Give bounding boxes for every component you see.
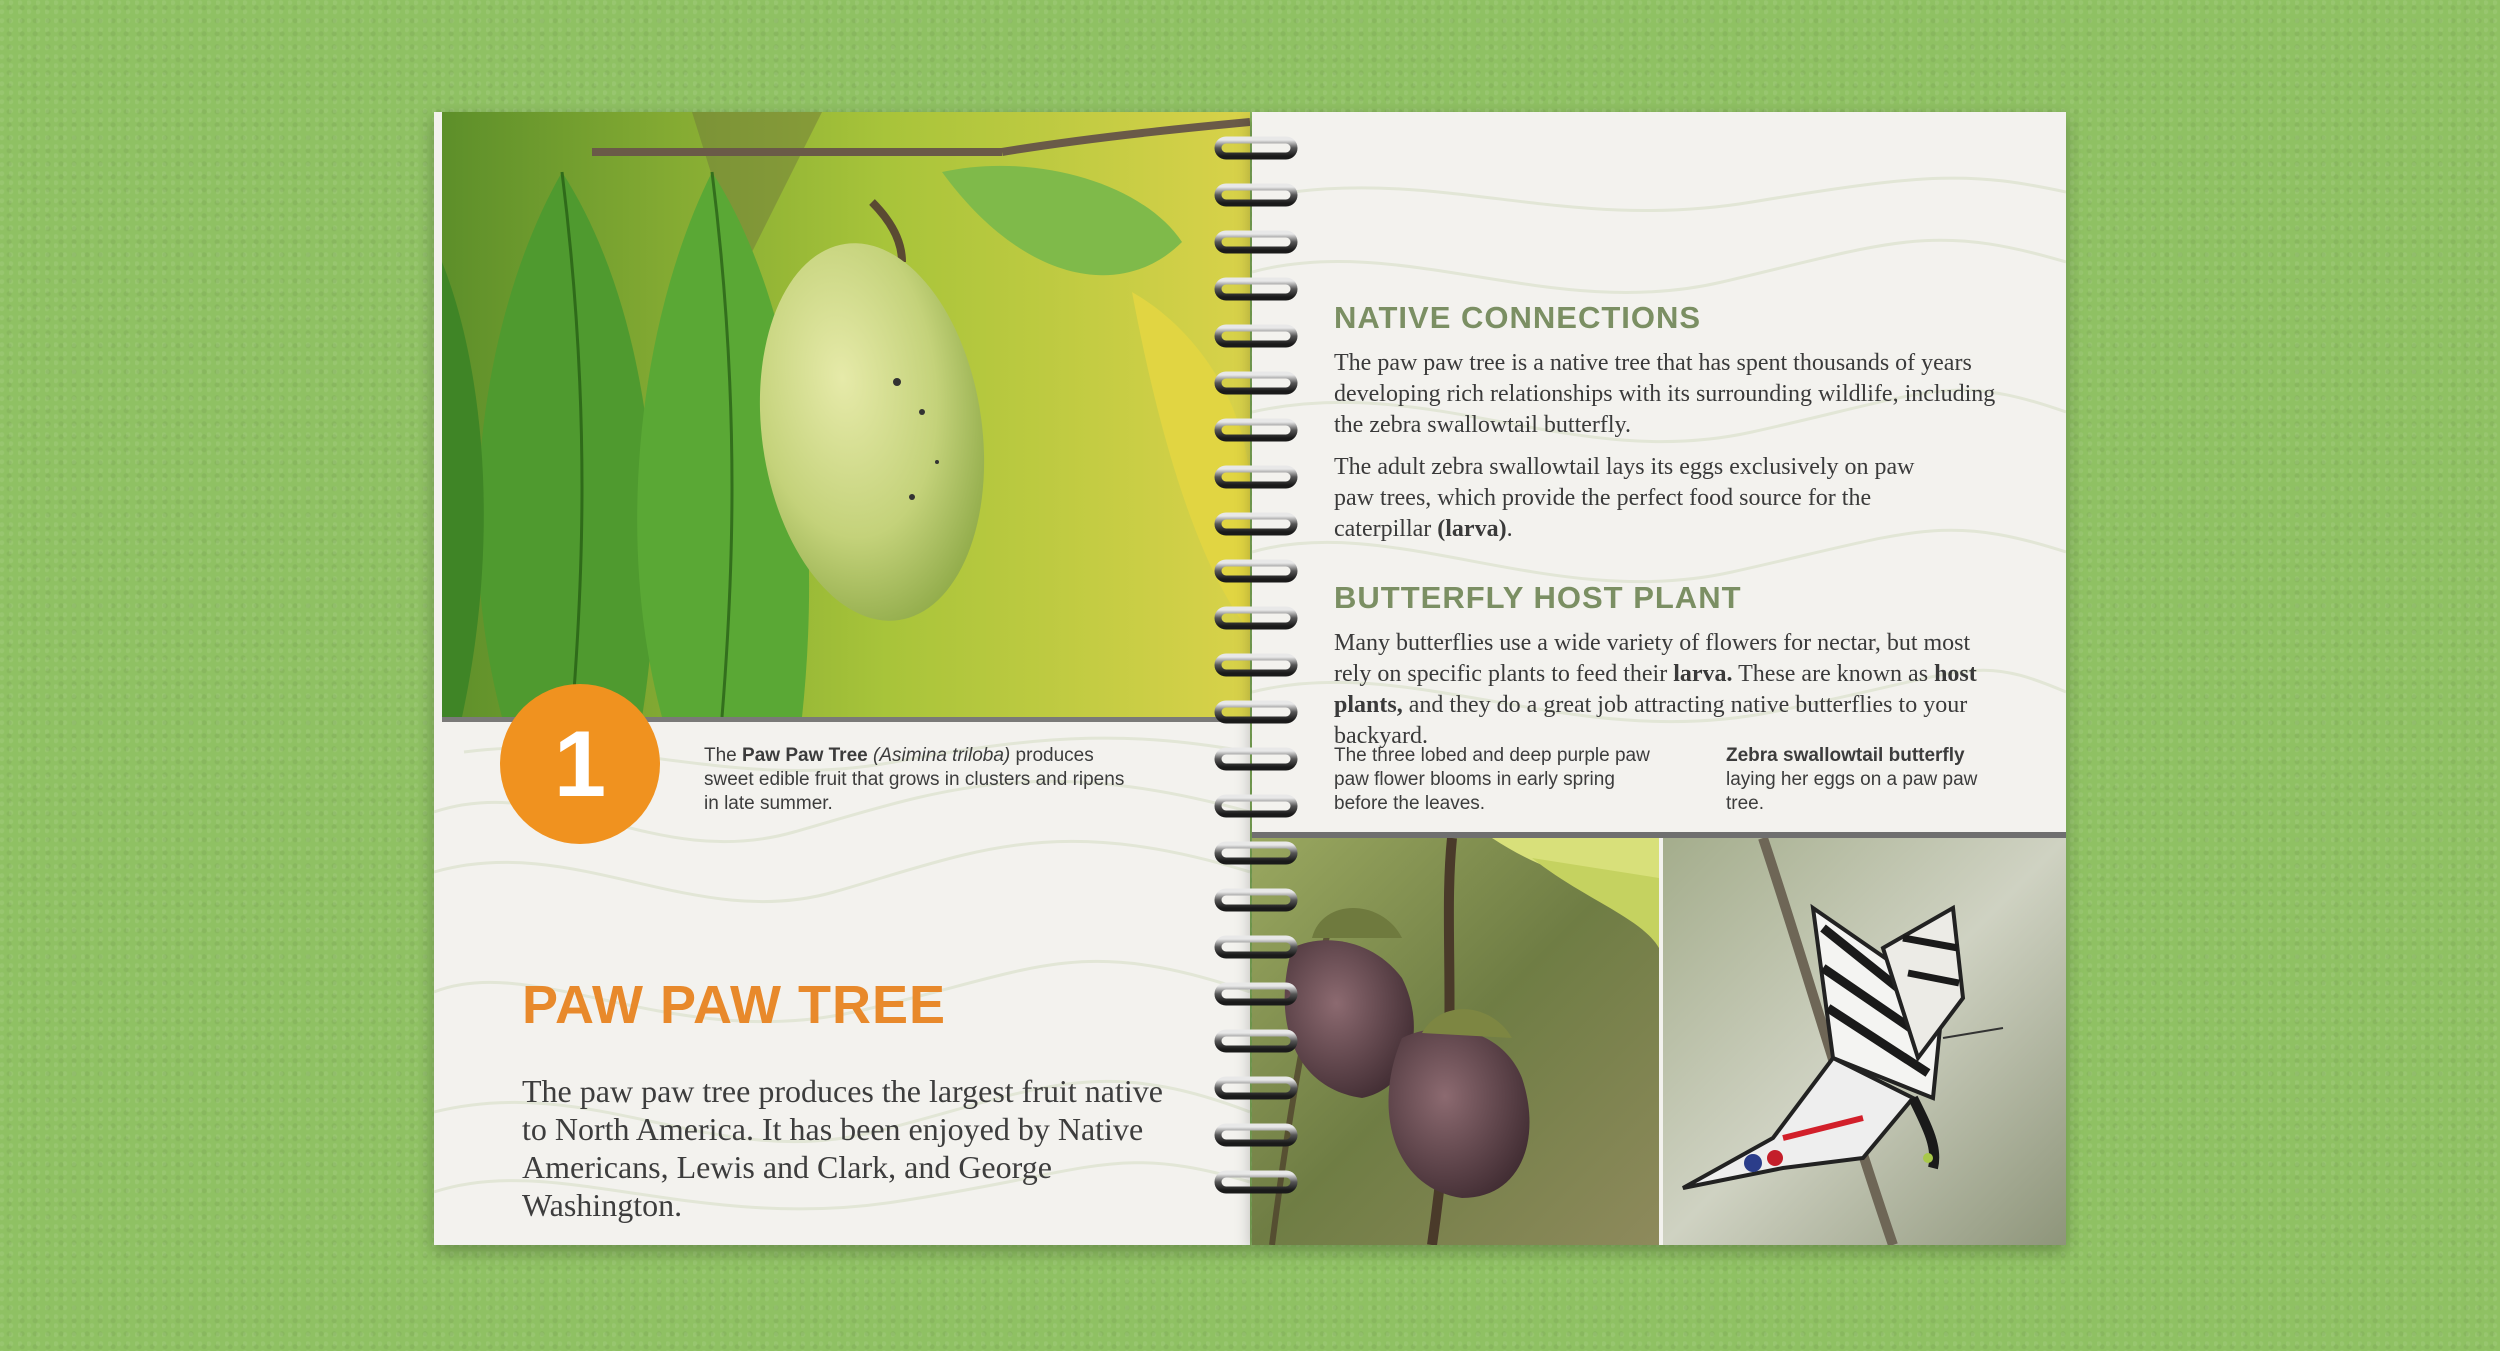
native-paragraph-1: The paw paw tree is a native tree that has spent thousands of years developing rich relationships with its surrounding wildlife, including the zebra swallowtail butterfly. — [1334, 350, 1996, 438]
pawpaw-fruit-photo — [442, 112, 1250, 717]
host-p-mid: These are known as — [1738, 661, 1929, 687]
caption-latin-name: (Asimina triloba) — [873, 745, 1011, 766]
flower-caption: The three lobed and deep purple paw paw flower blooms in early spring before the leaves. — [1334, 745, 1650, 814]
lead-paragraph: The paw paw tree produces the largest fruit native to North America. It has been enjoyed by Native Americans, Lewis and Clark, and George Washington. — [522, 1073, 1163, 1223]
spiral-binding-icon — [1212, 136, 1302, 1216]
caption-rest: produces sweet edible fruit that grows in clusters and ripens in late summer. — [704, 745, 1125, 814]
native-connections-heading: NATIVE CONNECTIONS — [1334, 300, 1702, 335]
host-p-start: Many butterflies use a wide variety of flowers for nectar, but most rely on specific plants to feed their — [1334, 630, 1971, 687]
host-p-bold2: host plants, — [1334, 661, 1977, 718]
butterfly-caption-bold: Zebra swallowtail butterfly — [1726, 745, 1965, 766]
pawpaw-flower-photo — [1252, 838, 1659, 1245]
native-p2-end: . — [1506, 516, 1513, 542]
host-p-end: and they do a great job attracting native butterflies to your backyard. — [1334, 692, 1968, 749]
butterfly-caption-rest: laying her eggs on a paw paw tree. — [1726, 769, 1978, 814]
butterfly-caption — [1726, 744, 2006, 816]
zebra-swallowtail-photo — [1663, 838, 2066, 1245]
fruit-caption: The Paw Paw Tree (Asimina triloba) produces sweet edible fruit that grows in clusters and ripens in late summer. — [704, 745, 1125, 814]
caption-bold-name: Paw Paw Tree — [742, 745, 868, 766]
page-number-badge: 1 — [500, 684, 660, 844]
butterfly-host-plant-heading: BUTTERFLY HOST PLANT — [1334, 580, 1742, 615]
host-p-bold1: larva. — [1673, 661, 1733, 687]
native-p2-bold: (larva) — [1437, 516, 1507, 542]
native-paragraph-2 — [1334, 452, 1934, 545]
native-p2-start: The adult zebra swallowtail lays its eggs exclusively on paw paw trees, which provide the perfect food source for the caterpillar — [1334, 454, 1915, 542]
left-page — [434, 112, 1250, 1245]
page-title: PAW PAW TREE — [522, 975, 947, 1035]
right-page — [1252, 112, 2066, 1245]
host-paragraph — [1334, 628, 2004, 752]
